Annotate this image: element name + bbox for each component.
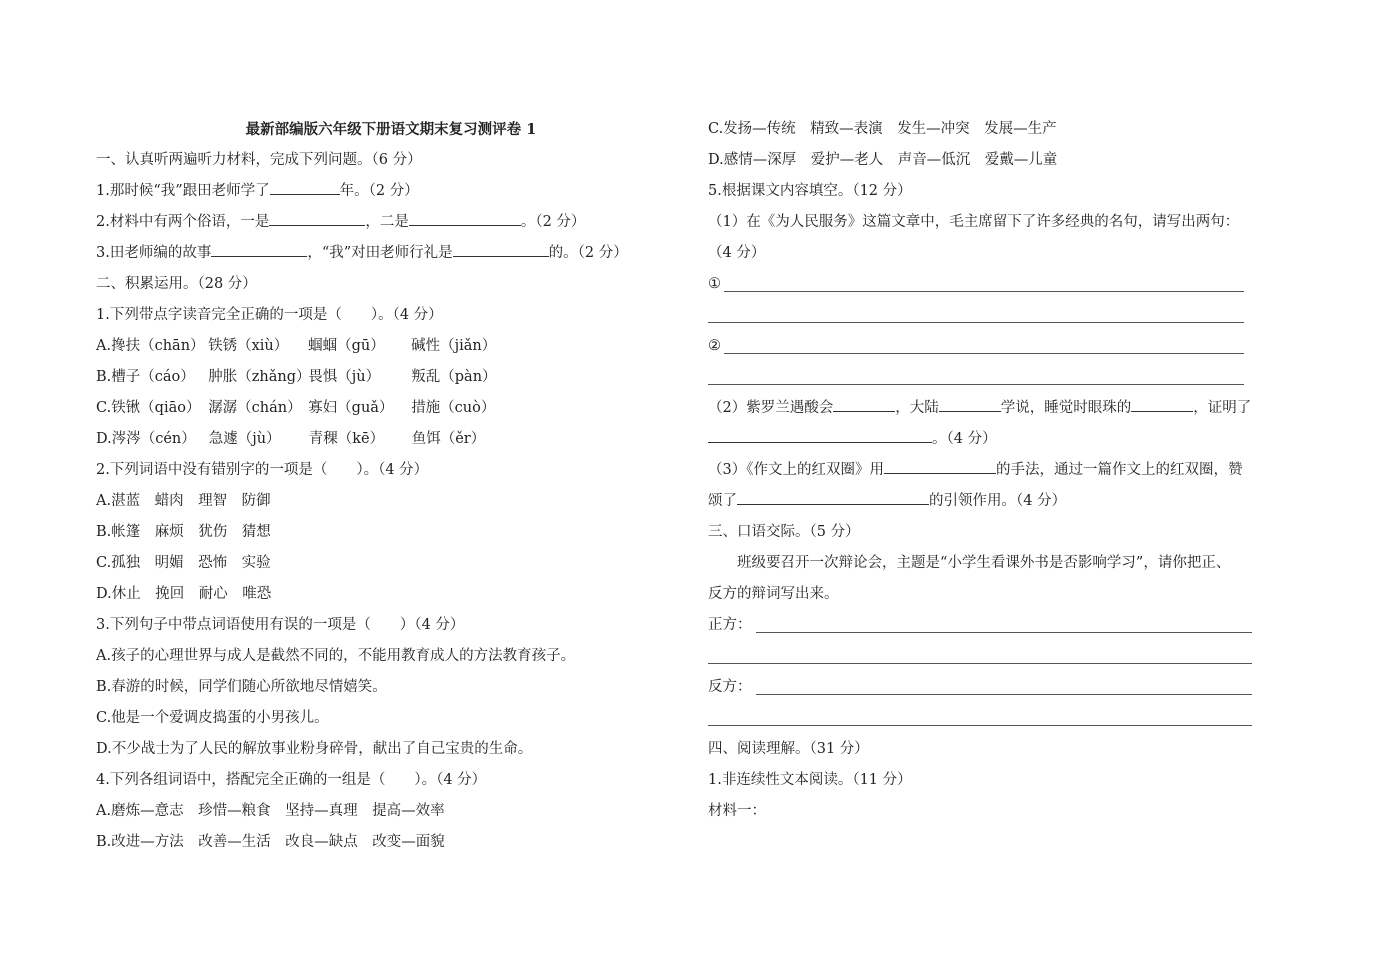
fill-in-3: （3）《作文上的红双圈》用 的手法，通过一篇作文上的红双圈，赞 bbox=[708, 455, 1308, 486]
answer-blank[interactable] bbox=[708, 425, 932, 443]
left-column bbox=[96, 114, 686, 858]
question-fill-in: 5.根据课文内容填空。（12 分） bbox=[708, 183, 912, 199]
debate-prompt-cont: 反方的辩词写出来。 bbox=[708, 586, 839, 602]
fill-in-2: （2）紫罗兰遇酸会 ，大陆 学说，睡觉时眼珠的 ，证明了 bbox=[708, 393, 1308, 424]
answer-blank[interactable] bbox=[1131, 394, 1193, 412]
section-2-heading: 二、积累运用。（28 分） bbox=[96, 276, 257, 292]
typos-option-c: C.孤独 明媚 恐怖 实验 bbox=[96, 555, 271, 571]
usage-option-c: C.他是一个爱调皮捣蛋的小男孩儿。 bbox=[96, 710, 329, 726]
material-1-label: 材料一： bbox=[708, 803, 766, 819]
answer-blank[interactable] bbox=[270, 177, 340, 195]
section-3-heading: 三、口语交际。（5 分） bbox=[708, 524, 860, 540]
typos-option-b: B.帐篷 麻烦 犹伤 猜想 bbox=[96, 524, 271, 540]
question-pinyin: 1.下列带点字读音完全正确的一项是（ ）。（4 分） bbox=[96, 307, 443, 323]
answer-blank[interactable] bbox=[211, 239, 307, 257]
pinyin-option-b: B.槽子（cáo） 肿胀（zhǎng）畏惧（jù） 叛乱（pàn） bbox=[96, 369, 497, 385]
usage-option-b: B.春游的时候，同学们随心所欲地尽情嬉笑。 bbox=[96, 679, 387, 695]
answer-blank[interactable] bbox=[269, 208, 365, 226]
listening-question-3: 3.田老师编的故事 ，“我”对田老师行礼是 的。（2 分） bbox=[96, 238, 686, 269]
pro-answer-line[interactable]: 正方： bbox=[708, 610, 1308, 641]
question-word-usage: 3.下列句子中带点词语使用有误的一项是（ ）（4 分） bbox=[96, 617, 465, 633]
answer-line-2-cont[interactable] bbox=[708, 362, 1308, 393]
answer-blank[interactable] bbox=[409, 208, 521, 226]
pro-answer-line-cont[interactable] bbox=[708, 641, 1308, 672]
page-title: 最新部编版六年级下册语文期末复习测评卷 1 bbox=[245, 121, 537, 138]
answer-blank[interactable] bbox=[833, 394, 895, 412]
listening-question-2: 2.材料中有两个俗语，一是 ，二是 。（2 分） bbox=[96, 207, 686, 238]
collocation-option-b: B.改进—方法 改善—生活 改良—缺点 改变—面貌 bbox=[96, 834, 445, 850]
con-answer-line-cont[interactable] bbox=[708, 703, 1308, 734]
fill-in-3-cont: 颂了 的引领作用。（4 分） bbox=[708, 486, 1308, 517]
typos-option-a: A.湛蓝 蜡肉 理智 防御 bbox=[96, 493, 271, 509]
answer-blank[interactable] bbox=[453, 239, 549, 257]
answer-blank[interactable] bbox=[884, 456, 996, 474]
right-column bbox=[708, 114, 1308, 827]
answer-blank[interactable] bbox=[737, 487, 929, 505]
listening-question-1: 1.那时候“我”跟田老师学了 年。（2 分） bbox=[96, 176, 686, 207]
con-answer-line[interactable]: 反方： bbox=[708, 672, 1308, 703]
debate-prompt: 班级要召开一次辩论会，主题是“小学生看课外书是否影响学习”，请你把正、 bbox=[737, 555, 1231, 571]
section-4-heading: 四、阅读理解。（31 分） bbox=[708, 741, 869, 757]
answer-line-1-cont[interactable] bbox=[708, 300, 1308, 331]
collocation-option-c: C.发扬—传统 精致—表演 发生—冲突 发展—生产 bbox=[708, 121, 1057, 137]
answer-line-2[interactable]: ② bbox=[708, 331, 1308, 362]
answer-blank[interactable] bbox=[939, 394, 1001, 412]
fill-in-1-prompt: （1）在《为人民服务》这篇文章中，毛主席留下了许多经典的名句，请写出两句： bbox=[708, 214, 1240, 230]
pinyin-option-d: D.涔涔（cén） 急遽（jù） 青稞（kē） 鱼饵（ěr） bbox=[96, 431, 486, 447]
question-collocation: 4.下列各组词语中，搭配完全正确的一组是（ ）。（4 分） bbox=[96, 772, 487, 788]
usage-option-d: D.不少战士为了人民的解放事业粉身碎骨，献出了自己宝贵的生命。 bbox=[96, 741, 533, 757]
usage-option-a: A.孩子的心理世界与成人是截然不同的，不能用教育成人的方法教育孩子。 bbox=[96, 648, 576, 664]
collocation-option-a: A.磨炼—意志 珍惜—粮食 坚持—真理 提高—效率 bbox=[96, 803, 445, 819]
fill-in-2-cont: 。（4 分） bbox=[708, 424, 1308, 455]
reading-question-1: 1.非连续性文本阅读。（11 分） bbox=[708, 772, 912, 788]
typos-option-d: D.休止 挽回 耐心 唯恐 bbox=[96, 586, 272, 602]
pinyin-option-c: C.铁锹（qiāo） 潺潺（chán） 寡妇（guǎ） 措施（cuò） bbox=[96, 400, 496, 416]
answer-line-1[interactable]: ① bbox=[708, 269, 1308, 300]
collocation-option-d: D.感情—深厚 爱护—老人 声音—低沉 爱戴—儿童 bbox=[708, 152, 1058, 168]
question-typos: 2.下列词语中没有错别字的一项是（ ）。（4 分） bbox=[96, 462, 429, 478]
fill-in-1-score: （4 分） bbox=[708, 245, 766, 261]
section-1-heading: 一、认真听两遍听力材料，完成下列问题。（6 分） bbox=[96, 152, 422, 168]
pinyin-option-a: A.搀扶（chān） 铁锈（xiù） 蝈蝈（gū） 碱性（jiǎn） bbox=[96, 338, 497, 354]
